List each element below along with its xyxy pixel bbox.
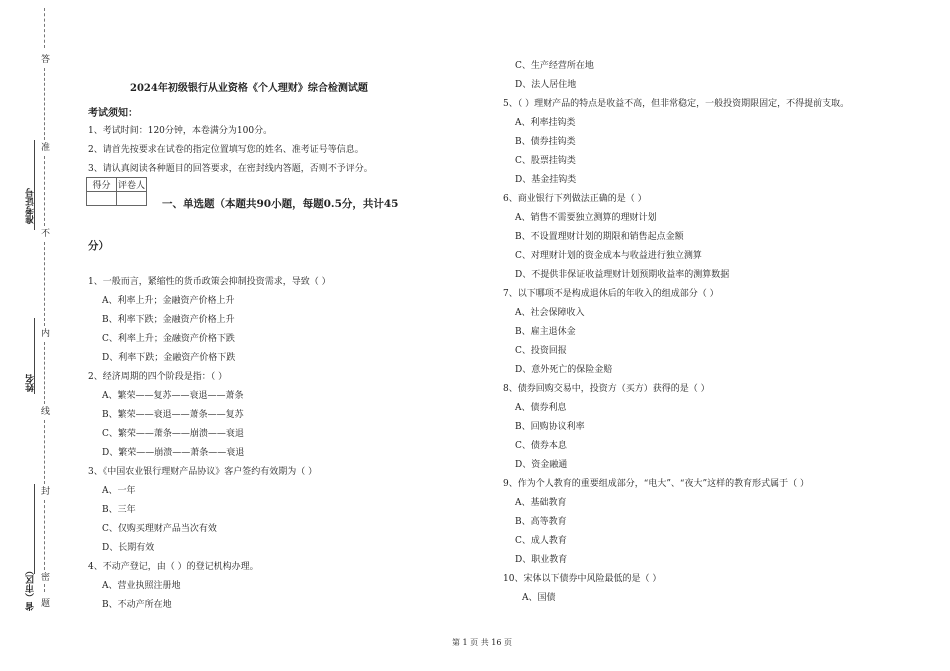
option-item: C、生产经营所在地: [515, 61, 594, 71]
option-item: B、不设置理财计划的期限和销售起点金额: [515, 232, 684, 242]
option-item: D、长期有效: [102, 543, 155, 553]
option-item: A、利率挂钩类: [515, 118, 576, 128]
option-item: D、资金融通: [515, 460, 568, 470]
seal-dashed-line: [44, 420, 45, 484]
notice-item: 1、考试时间：120分钟，本卷满分为100分。: [88, 126, 273, 136]
option-item: B、回购协议利率: [515, 422, 585, 432]
score-cell: 得分: [87, 178, 117, 192]
score-input-cell[interactable]: [87, 192, 117, 206]
notice-item: 2、请首先按要求在试卷的指定位置填写您的姓名、准考证号等信息。: [88, 145, 364, 155]
option-item: A、营业执照注册地: [102, 581, 181, 591]
question-text: 8、债券回购交易中，投资方（买方）获得的是（ ）: [503, 384, 710, 394]
option-item: B、雇主退休金: [515, 327, 576, 337]
option-item: A、国债: [522, 593, 556, 603]
question-text: 5、（ ）理财产品的特点是收益不高，但非常稳定，一般投资期限固定，不得提前支取。: [503, 99, 850, 109]
margin-mark-nei: 内: [39, 328, 49, 337]
margin-mark-da: 答: [39, 54, 49, 63]
option-item: C、股票挂钩类: [515, 156, 576, 166]
option-item: D、法人居住地: [515, 80, 577, 90]
seal-dashed-line: [44, 8, 45, 48]
question-text: 2、经济周期的四个阶段是指：（ ）: [88, 372, 228, 382]
margin-mark-mi: 密: [39, 572, 49, 581]
option-item: C、繁荣——萧条——崩溃——衰退: [102, 429, 244, 439]
option-item: A、繁荣——复苏——衰退——萧条: [102, 391, 244, 401]
margin-mark-xian: 线: [39, 406, 49, 415]
option-item: D、职业教育: [515, 555, 568, 565]
option-item: C、债券本息: [515, 441, 567, 451]
seal-dashed-line: [44, 156, 45, 226]
question-text: 1、一般而言，紧缩性的货币政策会抑制投资需求，导致（ ）: [88, 277, 331, 287]
option-item: B、高等教育: [515, 517, 567, 527]
option-item: B、不动产所在地: [102, 600, 172, 610]
option-item: A、一年: [102, 486, 136, 496]
option-item: B、债券挂钩类: [515, 137, 576, 147]
option-item: A、债券利息: [515, 403, 567, 413]
option-item: C、成人教育: [515, 536, 567, 546]
question-text: 7、以下哪项不是构成退休后的年收入的组成部分（ ）: [503, 289, 719, 299]
option-item: C、投资回报: [515, 346, 567, 356]
exam-number-underline: [34, 140, 35, 230]
notice-item: 3、请认真阅读各种题目的回答要求，在密封线内答题，否则不予评分。: [88, 164, 373, 174]
option-item: D、基金挂钩类: [515, 175, 577, 185]
option-item: A、基础教育: [515, 498, 567, 508]
exam-title: 2024年初级银行从业资格《个人理财》综合检测试题: [130, 83, 368, 94]
option-item: D、利率下跌；金融资产价格下跌: [102, 353, 236, 363]
margin-mark-feng: 封: [39, 486, 49, 495]
seal-dashed-line: [44, 584, 45, 592]
question-text: 10、宋体以下债券中风险最低的是（ ）: [503, 574, 662, 584]
score-table: [86, 177, 147, 206]
question-text: 3、《中国农业银行理财产品协议》客户签约有效期为（ ）: [88, 467, 318, 477]
question-text: 4、不动产登记，由（ ）的登记机构办理。: [88, 562, 259, 572]
option-item: C、利率上升；金融资产价格下跌: [102, 334, 235, 344]
margin-mark-ti: 题: [39, 598, 49, 607]
question-text: 6、商业银行下列做法正确的是（ ）: [503, 194, 647, 204]
seal-dashed-line: [44, 242, 45, 326]
option-item: D、不提供非保证收益理财计划预期收益率的测算数据: [515, 270, 730, 280]
seal-dashed-line: [44, 68, 45, 140]
page-footer: 第 1 页 共 16 页: [452, 638, 512, 647]
grader-input-cell[interactable]: [117, 192, 147, 206]
margin-mark-zhun: 准: [39, 142, 49, 151]
option-item: A、利率上升；金融资产价格上升: [102, 296, 235, 306]
grader-cell: 评卷人: [117, 178, 147, 192]
option-item: A、销售不需要独立测算的理财计划: [515, 213, 657, 223]
name-underline: [34, 318, 35, 394]
option-item: D、繁荣——崩溃——萧条——衰退: [102, 448, 245, 458]
exam-number-label: 准考证号: [26, 188, 36, 224]
option-item: B、繁荣——衰退——萧条——复苏: [102, 410, 244, 420]
option-item: B、三年: [102, 505, 136, 515]
name-label: 姓名: [26, 374, 36, 392]
margin-mark-bu: 不: [39, 228, 49, 237]
notice-heading: 考试须知：: [88, 108, 138, 119]
option-item: B、利率下跌；金融资产价格上升: [102, 315, 235, 325]
seal-dashed-line: [44, 342, 45, 404]
option-item: A、社会保障收入: [515, 308, 585, 318]
question-text: 9、作为个人教育的重要组成部分，“电大”、“夜大”这样的教育形式属于（ ）: [503, 479, 809, 489]
option-item: C、对理财计划的资金成本与收益进行独立测算: [515, 251, 702, 261]
section-title: 一、单选题（本题共90小题，每题0.5分，共计45: [162, 198, 399, 210]
option-item: D、意外死亡的保险金赔: [515, 365, 613, 375]
seal-dashed-line: [44, 500, 45, 570]
section-title-cont: 分）: [88, 240, 109, 252]
province-label: 省（市区）: [26, 566, 36, 611]
province-underline: [34, 484, 35, 574]
option-item: C、仅购买理财产品当次有效: [102, 524, 217, 534]
